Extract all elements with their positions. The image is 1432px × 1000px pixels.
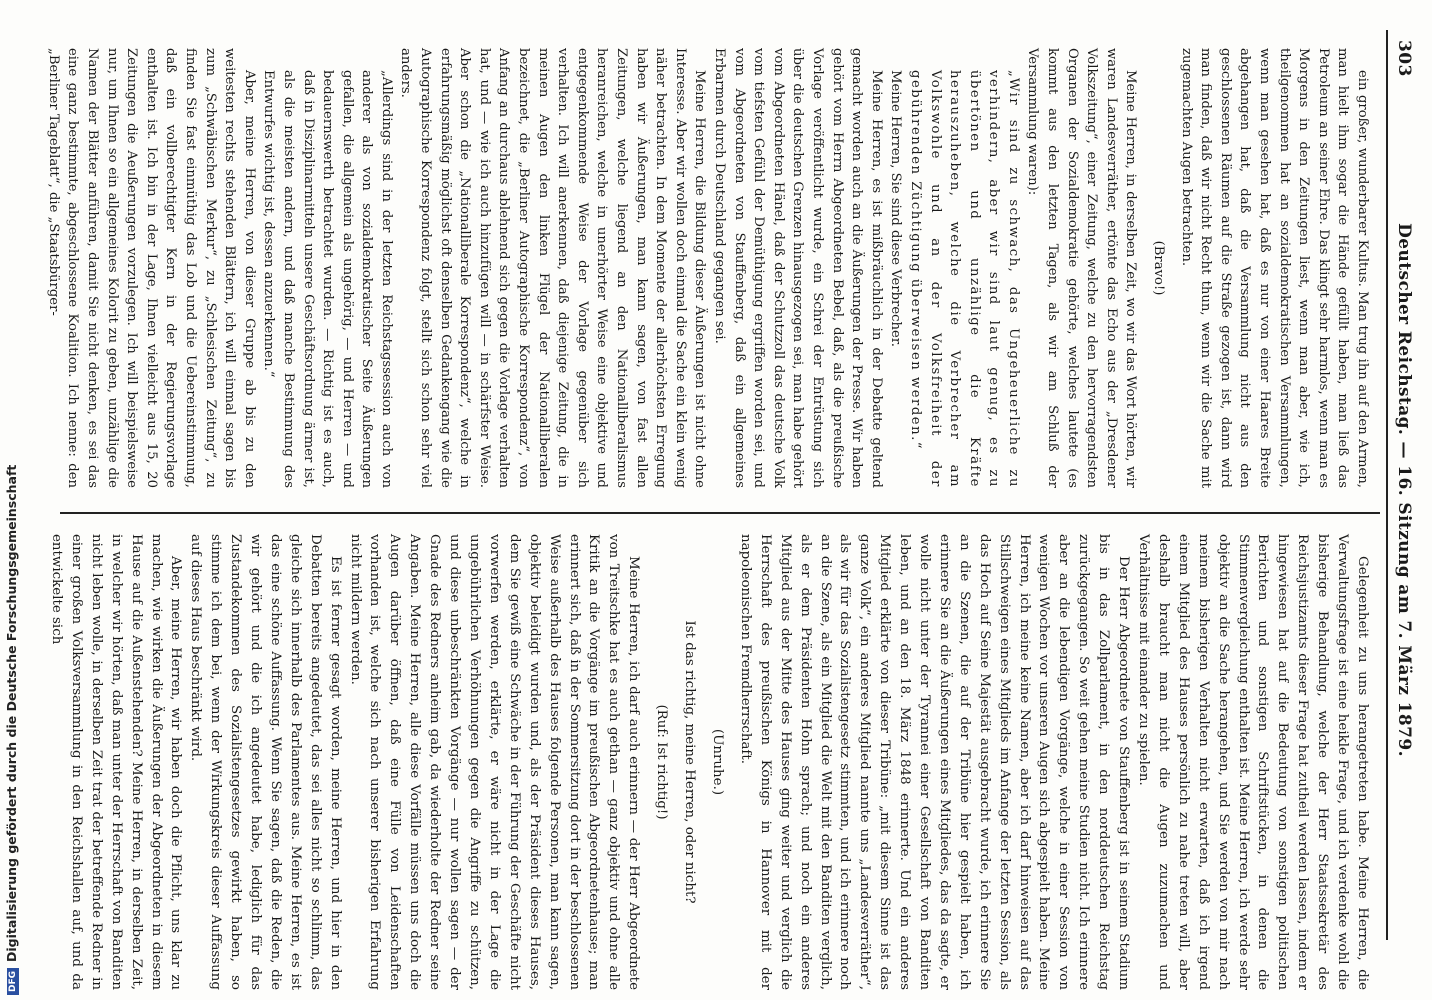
running-title: Deutscher Reichstag. — 16. Sitzung am 7. März 1879. xyxy=(1394,223,1414,757)
quotation: „Allerdings sind in der letzten Reichstagssession auch von anderer als von sozialdemokratischer Seite Äußerungen gefallen, die allgemein als ungehörig, — und Herren — und bedauernswerth betrachtet wurden. — Richtig ist es auch, daß in Disziplinarmitteln unsere Geschäftsordnung ärmer ist, als die meisten andern, und daß manche Bestimmung des Entwurfes wichtig ist, dessen anzuerkennen.“ xyxy=(261,70,394,488)
page-number: 303 xyxy=(1394,40,1414,77)
paragraph: Es ist ferner gesagt worden, meine Herren, und hier in den Debatten bereits angedeutet, das sei alles nicht so schlimm, das gleiche sich innerhalb des Parlamentes aus. Meine Herren, es ist das eine schöne Auffassung. Wenn Sie sagen, daß die Reden, die wir gehört und die ich angedeutet habe, lediglich für das Zustandekommen des Sozialistengesetzes gewirkt haben, so stimme ich dem bei, wenn der Wirkungskreis dieser Auffassung auf dieses Haus beschränkt wird. xyxy=(188,534,343,990)
paragraph: Aber, meine Herren, von dieser Gruppe ab bis zu den weitesten rechts stehenden Blättern, ich will einmal sagen bis zum „Schwäbischen Merkur“, zu „Schlesischen Zeitung“, zu finden Sie fast einmüthig das Lob und die Uebereinstimmung, daß ein vollberechtigter Kern in der Regierungsvorlage enthalten ist. Ich bin in der Lage, Ihnen vielleicht aus 15, 20 Zeitungen die Aeußerungen vorzulegen. Ich will beispielsweise nur, um Ihnen so ein allgemeines Kolorit zu geben, unzählige die Namen der Blätter anführen, damit Sie nicht denken, es sei das eine ganz bestimmte, abgeschlossene Koalition. Ich nenne: den „Berliner Tageblatt“, die „Staatsbürger- xyxy=(45,48,257,488)
paragraph: Gelegenheit zu uns herangetreten habe. Meine Herren, die Verwaltungsfrage ist eine heikle Frage, und ich verdenke wohl die bisherige Behandlung, welche der Herr Staatssekretär des Reichsjustizamts dieser Frage hat zutheil werden lassen, indem er hingewiesen hat auf die Bedeutung von sonstigen politischen Berichten und sonstigen Schriftstücken, in denen die Stimmenvergleichung enthalten ist. Meine Herren, ich werde sehr objektiv an die Sache herangehen, und Sie werden von mir nach meinem bisherigen Verhalten nicht erwarten, daß ich irgend einem Mitglied des Hauses persönlich zu nahe treten will, aber deshalb braucht man nicht die Augen zuzumachen und Verhältnisse mit einander zu spielen. xyxy=(1136,534,1370,990)
running-header xyxy=(1388,40,1414,940)
column-divider xyxy=(60,512,1380,514)
right-column xyxy=(46,534,1372,990)
paragraph: Meine Herren, es ist mißbräuchlich in der Debatte geltend gemacht worden auch an die Äußerungen der Presse. Wir haben gehört vom Herrn Abgeordneten Bebel, daß, als die preußische Vorlage veröffentlicht wurde, ein Schrei der Entrüstung sich über die deutschen Grenzen hinausgezogen sei, man habe gehört vom Abgeordneten Hänel, daß der Schutzzoll das deutsche Volk vom tiefsten Gefühl der Demüthigung ergriffen worden sei, und vom Abgeordneten von Stauffenberg, daß ein allgemeines Erbarmen durch Deutschland gegangen sei. xyxy=(712,48,884,488)
paragraph: ein großer, wunderbarer Kultus. Man trug ihn auf den Armen, man hielt ihm sogar die Hände gefüllt haben, man ließ das Petroleum an seiner Ehre. Das klingt sehr harmlos, wenn man es Morgens in den Zeitungen liest, wenn man aber, wie ich, theilgenommen hat an sozialdemokratischen Versammlungen, wenn man gesehen hat, daß es nur von einer Haares Breite abgehangen hat, daß die Versammlung nicht aus den geschlossenen Räumen auf die Straße gezogen ist, dann wird man finden, daß wir nicht Recht thun, wenn wir die Sache mit zugemachten Augen betrachten. xyxy=(1178,48,1370,488)
digitization-footer xyxy=(0,0,28,1000)
left-column xyxy=(43,48,1372,488)
paragraph: Meine Herren, in derselben Zeit, wo wir das Wort hörten, wir waren Landesverräther, ertönte das Echo aus der „Dresdener Volkszeitung“, einer Zeitung, welche zu den hervorragendsten Organen der Sozialdemokratie gehörte, welches lautete (es kommt aus den letzten Tagen, als wir am Schluß der Versammlung waren): xyxy=(1025,48,1139,488)
paragraph: Meine Herren, Sie sind diese Verbrecher. xyxy=(888,70,904,347)
paragraph: Meine Herren, die Bildung dieser Äußerungen ist nicht ohne Interesse. Aber wir wollen doch einmal die Sache ein klein wenig näher betrachten. In dem Momente der allerhöchsten Erregung haben wir Äußerungen, man kann sagen, von fast allen Zeitungen, welche liegend an den Nationalliberalismus heranreichen, welche in unerhörter Weise eine objektive und entgegenkommende Weise der Vorlage gegenüber sich verhalten. Ich will anerkennen, daß diejenige Zeitung, die in meinen Augen den linken Flügel der Nationalliberalen bezeichnet, die „Berliner Autographische Korrespondenz“, von Anfang an durchaus ablehnend sich gegen die Vorlage verhalten hat, und — wie ich auch hinzufügen will — in schärfster Weise. Aber schon die „Nationalliberale Korrespondenz“, welche in erfahrungsmäßig möglichst oft denselben Gedankengang wie die Autographische Korrespondenz folgt, stellt sich schon sehr viel anders. xyxy=(398,48,708,488)
interjection: (Bravo!) xyxy=(1151,240,1167,296)
digitization-note: Digitalisierung gefördert durch die Deutsche Forschungsgemeinschaft xyxy=(4,464,19,962)
paragraph: Meine Herren, ich darf auch erinnern — der Herr Abgeordnete von Treitschke hat es auch gethan — ganz objektiv und ohne alle Kritik an die Vorgänge im preußischen Abgeordnetenhause; man erinnert sich, daß in der Sommersitzung dort in der beschlossenen Weise außerhalb des Hauses folgende Personen, man kann sagen, objektiv beleidigt wurden und, als der Präsident dieses Hauses, dem Sie gewiß eine Schwäche in der Führung der Geschäfte nicht vorwerfen werden, erklärte, er wäre nicht in der Lage die ungebührlichen Verhöhnungen gegen die Angriffe zu schützen, und diese unbeschränkten Vorgänge — nur wollen sagen — der Gnade des Redners anheim gab, da wiederholte der Redner seine Angaben. Meine Herren, alle diese Vorfälle müssen uns doch die Augen darüber öffnen, daß eine Fülle von Leidenschaften vorhanden ist, welche sich nach unserer bisherigen Erfahrung nicht mildern werden. xyxy=(347,534,642,990)
interjection: (Ruf: Ist richtig!) xyxy=(654,704,670,820)
quotation: „Wir sind zu schwach, das Ungeheuerliche zu verhindern, aber wir sind laut genug, es zu übertönen und unzählige die Kräfte herauszuheben, welche die Verbrecher am Volkswohle und an der Volksfreiheit der gebührenden Züchtigung überweisen werden.“ xyxy=(907,70,1021,488)
interjection: (Unruhe.) xyxy=(710,728,725,796)
paragraph: Der Herr Abgeordnete von Stauffenberg ist in seinem Stadium bis in das Zollparlament, in den norddeutschen Reichstag zurückgegangen. So weit gehen meine Studien nicht. Ich erinnere aber an die lebendigen Vorgänge, welche in einer Session von wenigen Wochen vor unseren Augen sich abgespielt haben. Meine Herren, ich meine keine Namen, aber ich darf hinweisen auf das Stillschweigen eines Mitglieds im Anfange der letzten Session, als das Hoch auf Seine Majestät ausgebracht wurde, ich erinnere Sie an die Szenen, die auf der Tribüne hier gespielt haben, ich erinnere Sie an die Äußerungen eines Mitgliedes, das da sagte, er wolle nicht unter der Tyrannei einer Gesellschaft von Banditen leben, und an den 18. März 1848 erinnerte. Und ein anderes Mitglied erklärte von dieser Tribüne: „mit diesem Sinne ist das ganze Volk“, ein anderes Mitglied nannte uns „Landesverräther“, als wir für das Sozialistengesetz stimmten, und ich erinnere noch an die Szene, als ein Mitglied die Welt mit den Banditen verglich, als er dem Präsidenten Hohn sprach; und noch ein anderes Mitglied aus der Mitte des Hauses ging weiter und verglich die Herrschaft des preußischen Königs in Hannover mit der napoleonischen Fremdherrschaft. xyxy=(737,534,1132,990)
dfg-logo: DFG xyxy=(7,968,19,995)
paragraph: Aber, meine Herren, wir haben doch die Pflicht, uns klar zu machen, wie wirken die Äußerungen der Abgeordneten in diesem Hause auf die Außenstehenden? Meine Herren, in derselben Zeit, in welcher wir hörten, daß man unter der Herrschaft von Banditen nicht leben wolle, in derselben Zeit trat der betreffende Redner in einer großen Volksversammlung in den Reichshallen auf, und da entwickelte sich xyxy=(49,534,184,990)
rhetorical-question: Ist das richtig, meine Herren, oder nicht? xyxy=(682,620,698,904)
header-rule xyxy=(1387,30,1389,940)
